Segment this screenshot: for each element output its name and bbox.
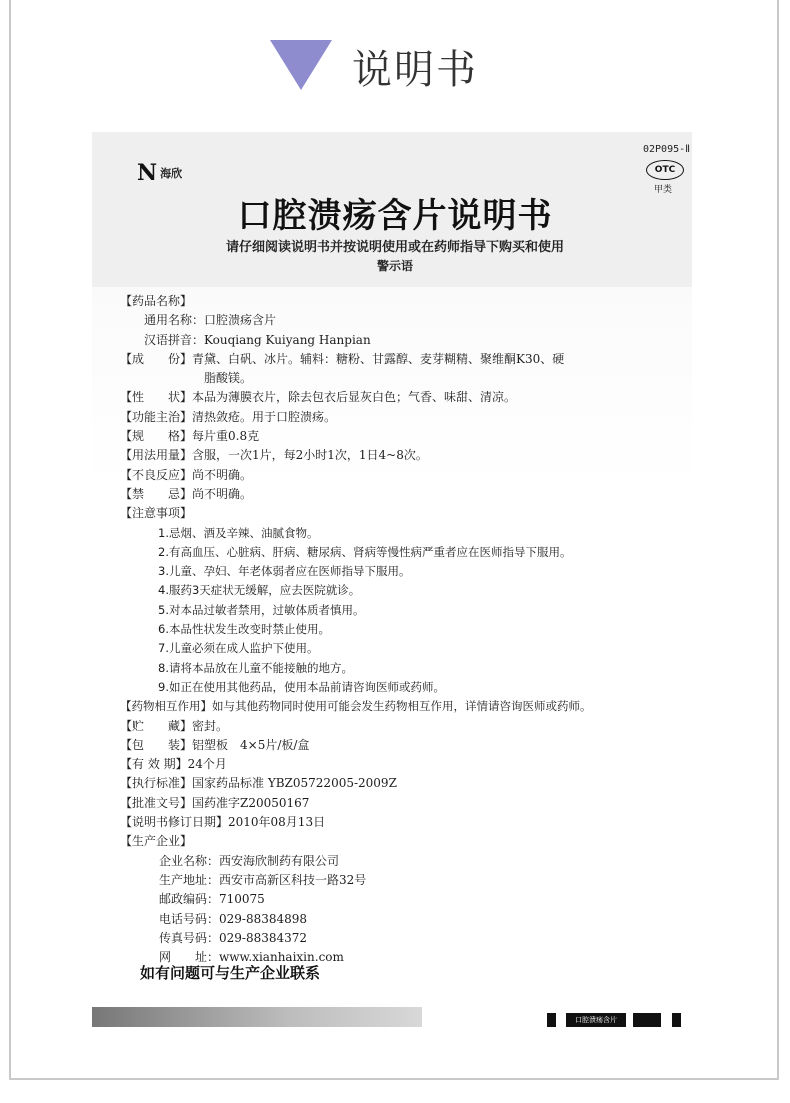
pinyin-name: 汉语拼音：Kouqiang Kuiyang Hanpian (144, 332, 371, 347)
company-address: 生产地址：西安市高新区科技一路32号 (159, 872, 367, 887)
indications: 【功能主治】清热敛疮。用于口腔溃疡。 (120, 409, 337, 424)
list-item: 2.有高血压、心脏病、肝病、糖尿病、肾病等慢性病严重者应在医师指导下服用。 (158, 544, 572, 559)
chevron-down-icon (270, 40, 332, 90)
postcode: 邮政编码：710075 (159, 892, 265, 907)
validity: 【有 效 期】24个月 (120, 757, 227, 772)
list-item: 3.儿童、孕妇、年老体弱者应在医师指导下服用。 (158, 564, 411, 579)
contact-note: 如有问题可与生产企业联系 (140, 964, 321, 982)
phone: 电话号码：029-88384898 (159, 911, 308, 926)
company-name: 企业名称：西安海欣制药有限公司 (159, 853, 340, 868)
packaging: 【包 装】铝塑板 4×5片/板/盒 (120, 737, 310, 752)
print-mark (672, 1013, 681, 1027)
otc-badge: OTC (646, 160, 684, 180)
specification: 【规 格】每片重0.8克 (120, 429, 260, 444)
storage: 【贮 藏】密封。 (120, 718, 229, 733)
properties: 【性 状】本品为薄膜衣片，除去包衣后显灰白色；气香、味甜、清凉。 (120, 390, 517, 405)
fax: 传真号码：029-88384372 (159, 930, 308, 945)
composition: 【成 份】青黛、白矾、冰片。辅料：糖粉、甘露醇、麦芽糊精、聚维酮K30、硬 (120, 351, 565, 366)
header-title: 说明书 (352, 47, 478, 93)
website: 网 址：www.xianhaixin.com (159, 950, 344, 965)
otc-class: 甲类 (654, 185, 673, 195)
list-item: 8.请将本品放在儿童不能接触的地方。 (158, 660, 353, 675)
brand-logo-icon: N (137, 160, 158, 186)
section-header (0, 18, 790, 93)
print-mark (547, 1013, 556, 1027)
document-subtitle: 请仔细阅读说明书并按说明使用或在药师指导下购买和使用 (225, 240, 564, 255)
list-item: 9.如正在使用其他药品，使用本品前请咨询医师或药师。 (158, 679, 445, 694)
document-title: 口腔溃疡含片说明书 (237, 196, 553, 236)
brand-logo (137, 160, 182, 186)
contraindications: 【禁 忌】尚不明确。 (120, 486, 253, 501)
list-item: 5.对本品过敏者禁用，过敏体质者慎用。 (158, 602, 365, 617)
list-item: 4.服药3天症状无缓解，应去医院就诊。 (158, 583, 361, 598)
section-heading: 【药品名称】 (120, 294, 193, 308)
revision-date: 【说明书修订日期】2010年08月13日 (120, 815, 326, 830)
print-bar-label: 口腔溃疡含片 (566, 1013, 626, 1027)
section-heading: 【生产企业】 (120, 834, 193, 849)
section-heading: 【注意事项】 (120, 506, 193, 521)
approval-number: 【批准文号】国药准字Z20050167 (120, 795, 310, 810)
common-name: 通用名称：口腔溃疡含片 (144, 313, 277, 328)
document-code: 02P095-Ⅱ (643, 144, 691, 155)
list-item: 7.儿童必须在成人监护下使用。 (158, 641, 319, 656)
composition-cont: 脂酸镁。 (204, 371, 253, 386)
dosage: 【用法用量】含服，一次1片，每2小时1次，1日4~8次。 (120, 448, 428, 463)
standard: 【执行标准】国家药品标准 YBZ05722005-2009Z (120, 776, 397, 791)
list-item: 6.本品性状发生改变时禁止使用。 (158, 622, 330, 637)
adverse-reactions: 【不良反应】尚不明确。 (120, 467, 253, 482)
print-bar (92, 1007, 422, 1027)
leaflet-body (120, 292, 720, 967)
warning-label: 警示语 (376, 259, 413, 273)
print-mark (633, 1013, 661, 1027)
brand-name: 海欣 (160, 167, 183, 180)
list-item: 1.忌烟、酒及辛辣、油腻食物。 (158, 525, 319, 540)
drug-interactions: 【药物相互作用】如与其他药物同时使用可能会发生药物相互作用，详情请咨询医师或药师。 (120, 699, 592, 714)
